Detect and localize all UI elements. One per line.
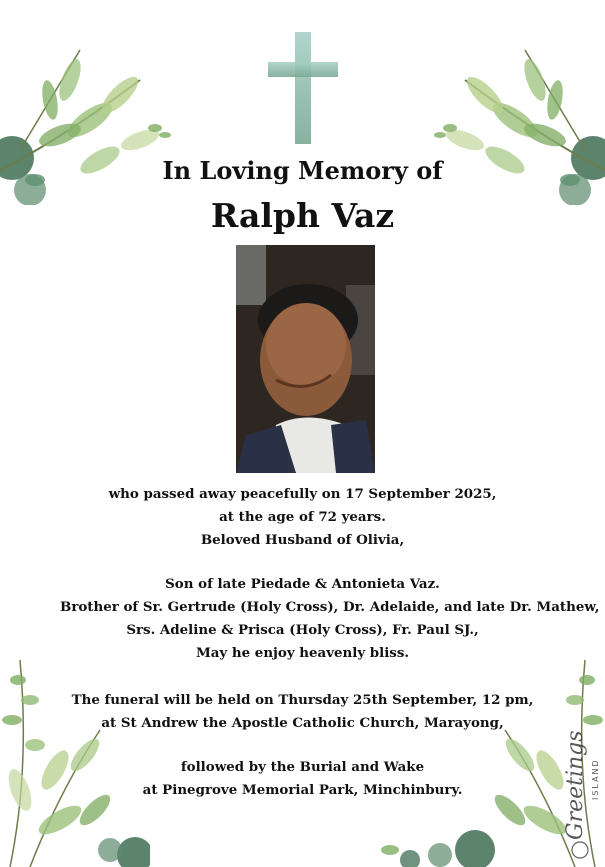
deceased-name: Ralph Vaz [210,196,395,235]
text-block-passing [60,483,545,552]
text-line: The funeral will be held on Thursday 25th September, 12 pm, [71,692,534,708]
text-line: at the age of 72 years. [219,509,386,525]
text-line: who passed away peacefully on 17 September 2025, [108,486,497,502]
memorial-heading: In Loving Memory of [162,156,443,185]
cross-icon [268,32,338,144]
text-line: May he enjoy heavenly bliss. [195,645,410,661]
text-line: Son of late Piedade & Antonieta Vaz. [165,576,440,592]
text-line: at St Andrew the Apostle Catholic Church, Marayong, [101,715,504,731]
greetings-island-logo [560,690,604,860]
text-line: followed by the Burial and Wake [180,759,425,775]
text-line: at Pinegrove Memorial Park, Minchinbury. [142,782,463,798]
text-line: Beloved Husband of Olivia, [200,532,405,548]
text-block-family [60,573,600,665]
text-line: Srs. Adeline & Prisca (Holy Cross), Fr. Paul SJ., [126,622,479,638]
text-line: Brother of Sr. Gertrude (Holy Cross), Dr. Adelaide, and late Dr. Mathew, [60,599,600,615]
text-block-burial [60,756,545,802]
brand-name: Greetings [563,730,588,840]
text-block-funeral [60,689,545,735]
brand-sub: ISLAND [591,758,600,800]
portrait-icon [236,245,375,473]
portrait-photo [236,245,375,473]
